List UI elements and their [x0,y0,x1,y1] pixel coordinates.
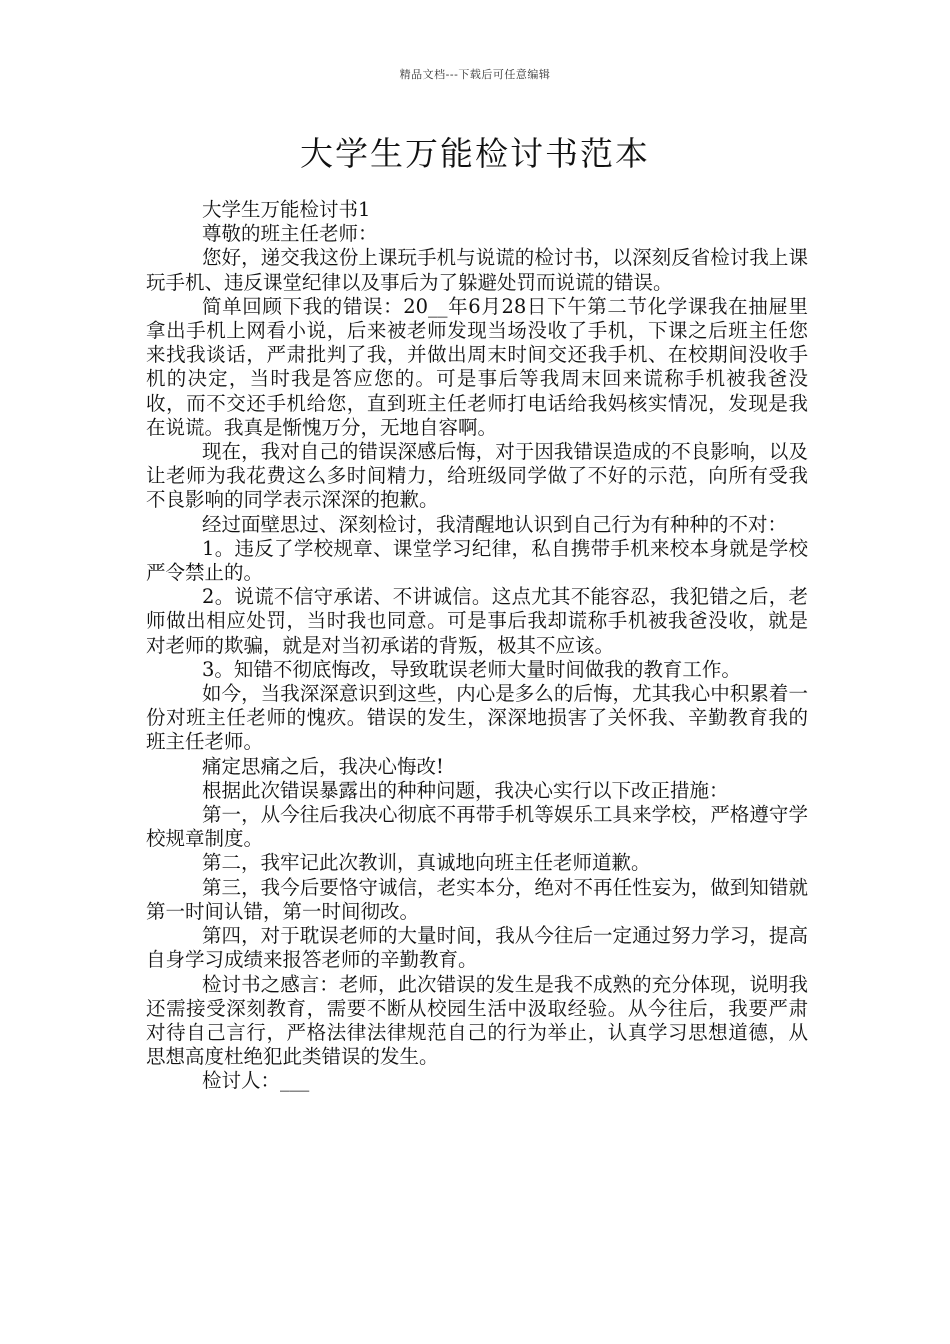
salutation: 尊敬的班主任老师： [202,222,378,246]
signature-label: 检讨人： [202,1069,281,1093]
list-item: 第一，从今往后我决心彻底不再带手机等娱乐工具来学校，严格遵守学校规章制度。 [146,803,808,851]
signature-blank: ___ [280,1069,310,1093]
paragraph: 经过面壁思过、深刻检讨，我清醒地认识到自己行为有种种的不对： [202,512,788,536]
paragraph: 如今，当我深深意识到这些，内心是多么的后悔，尤其我心中积累着一份对班主任老师的愧疚。错误的发生，深深地损害了关怀我、辛勤教育我的班主任老师。 [146,682,808,754]
paragraph: 痛定思痛之后，我决心悔改! [202,754,444,778]
header-note: 精品文档---下载后可任意编辑 [399,68,551,81]
paragraph: 根据此次错误暴露出的种种问题，我决心实行以下改正措施： [202,778,729,802]
section-heading: 大学生万能检讨书1 [202,198,371,221]
document-body [146,198,808,1094]
paragraph: 检讨书之感言：老师，此次错误的发生是我不成熟的充分体现，说明我还需接受深刻教育，需要不断从校园生活中汲取经验。从今往后，我要严肃对待自己言行，严格法律法律规范自己的行为举止，认真学习思想道德，从思想高度杜绝犯此类错误的发生。 [146,972,808,1069]
list-item: 第二，我牢记此次教训，真诚地向班主任老师道歉。 [202,851,651,875]
list-item: 1。违反了学校规章、课堂学习纪律，私自携带手机来校本身就是学校严令禁止的。 [146,536,808,585]
paragraph: 您好，递交我这份上课玩手机与说谎的检讨书，以深刻反省检讨我上课玩手机、违反课堂纪律以及事后为了躲避处罚而说谎的错误。 [146,246,808,294]
paragraph: 现在，我对自己的错误深感后悔，对于因我错误造成的不良影响，以及让老师为我花费这么多时间精力，给班级同学做了不好的示范，向所有受我不良影响的同学表示深深的抱歉。 [146,440,808,512]
list-item: 第三，我今后要恪守诚信，老实本分，绝对不再任性妄为，做到知错就第一时间认错，第一时间彻改。 [146,875,808,923]
list-item: 2。说谎不信守承诺、不讲诚信。这点尤其不能容忍，我犯错之后，老师做出相应处罚，当时我也同意。可是事后我却谎称手机被我爸没收，就是对老师的欺骗，就是对当初承诺的背叛，极其不应该。 [146,585,808,657]
signature-line [146,1069,808,1093]
paragraph: 简单回顾下我的错误：20__年6月28日下午第二节化学课我在抽屉里拿出手机上网看小说，后来被老师发现当场没收了手机，下课之后班主任您来找我谈话，严肃批判了我，并做出周末时间交还我手机、在校期间没收手机的决定，当时我是答应您的。可是事后等我周末回来谎称手机被我爸没收，而不交还手机给您，直到班主任老师打电话给我妈核实情况，发现是我在说谎。我真是惭愧万分，无地自容啊。 [146,294,808,439]
list-item: 3。知错不彻底悔改，导致耽误老师大量时间做我的教育工作。 [202,657,741,681]
document-title: 大学生万能检讨书范本 [300,134,650,173]
list-item: 第四，对于耽误老师的大量时间，我从今往后一定通过努力学习，提高自身学习成绩来报答老师的辛勤教育。 [146,924,808,972]
